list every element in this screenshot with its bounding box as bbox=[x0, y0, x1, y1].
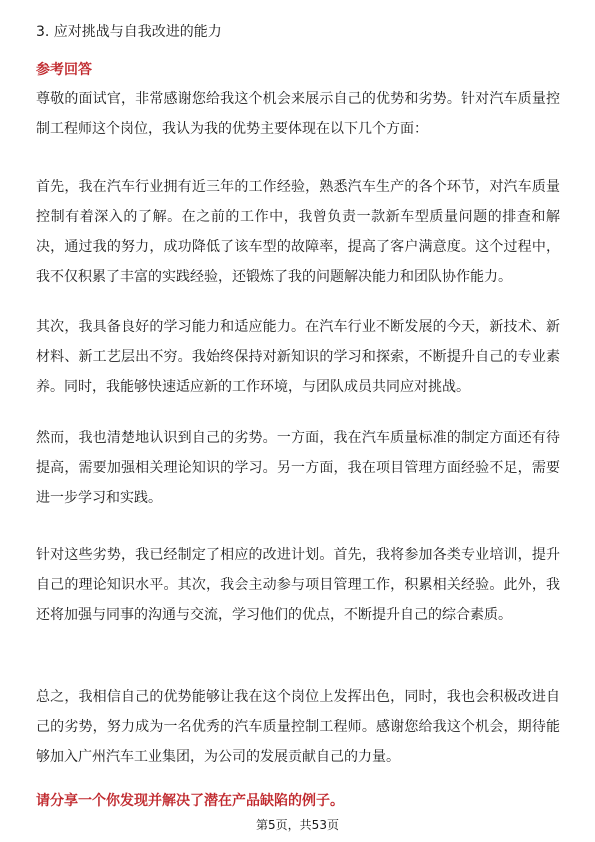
answer-paragraph-conclusion: 总之，我相信自己的优势能够让我在这个岗位上发挥出色，同时，我也会积极改进自己的劣势，努力成为一名优秀的汽车质量控制工程师。感谢您给我这个机会，期待能够加入广州汽车工业集团，为公司的发展贡献自己的力量。 bbox=[36, 689, 560, 765]
page-number-footer: 第5页，共53页 bbox=[256, 818, 339, 832]
answer-paragraph-learning: 其次，我具备良好的学习能力和适应能力。在汽车行业不断发展的今天，新技术、新材料、新工艺层出不穷。我始终保持对新知识的学习和探索，不断提升自己的专业素养。同时，我能够快速适应新的工作环境，与团队成员共同应对挑战。 bbox=[36, 319, 560, 395]
question-heading: 3. 应对挑战与自我改进的能力 bbox=[36, 24, 222, 40]
reference-answer-label: 参考回答 bbox=[36, 62, 92, 78]
next-question-text: 请分享一个你发现并解决了潜在产品缺陷的例子。 bbox=[36, 793, 344, 809]
answer-paragraph-weakness: 然而，我也清楚地认识到自己的劣势。一方面，我在汽车质量标准的制定方面还有待提高，需要加强相关理论知识的学习。另一方面，我在项目管理方面经验不足，需要进一步学习和实践。 bbox=[36, 430, 560, 506]
answer-paragraph-experience: 首先，我在汽车行业拥有近三年的工作经验，熟悉汽车生产的各个环节，对汽车质量控制有着深入的了解。在之前的工作中，我曾负责一款新车型质量问题的排查和解决，通过我的努力，成功降低了该车型的故障率，提高了客户满意度。这个过程中，我不仅积累了丰富的实践经验，还锻炼了我的问题解决能力和团队协作能力。 bbox=[36, 179, 560, 285]
answer-paragraph-improvement: 针对这些劣势，我已经制定了相应的改进计划。首先，我将参加各类专业培训，提升自己的理论知识水平。其次，我会主动参与项目管理工作，积累相关经验。此外，我还将加强与同事的沟通与交流，学习他们的优点，不断提升自己的综合素质。 bbox=[36, 547, 560, 623]
answer-paragraph-intro: 尊敬的面试官，非常感谢您给我这个机会来展示自己的优势和劣势。针对汽车质量控制工程师这个岗位，我认为我的优势主要体现在以下几个方面： bbox=[36, 91, 560, 137]
